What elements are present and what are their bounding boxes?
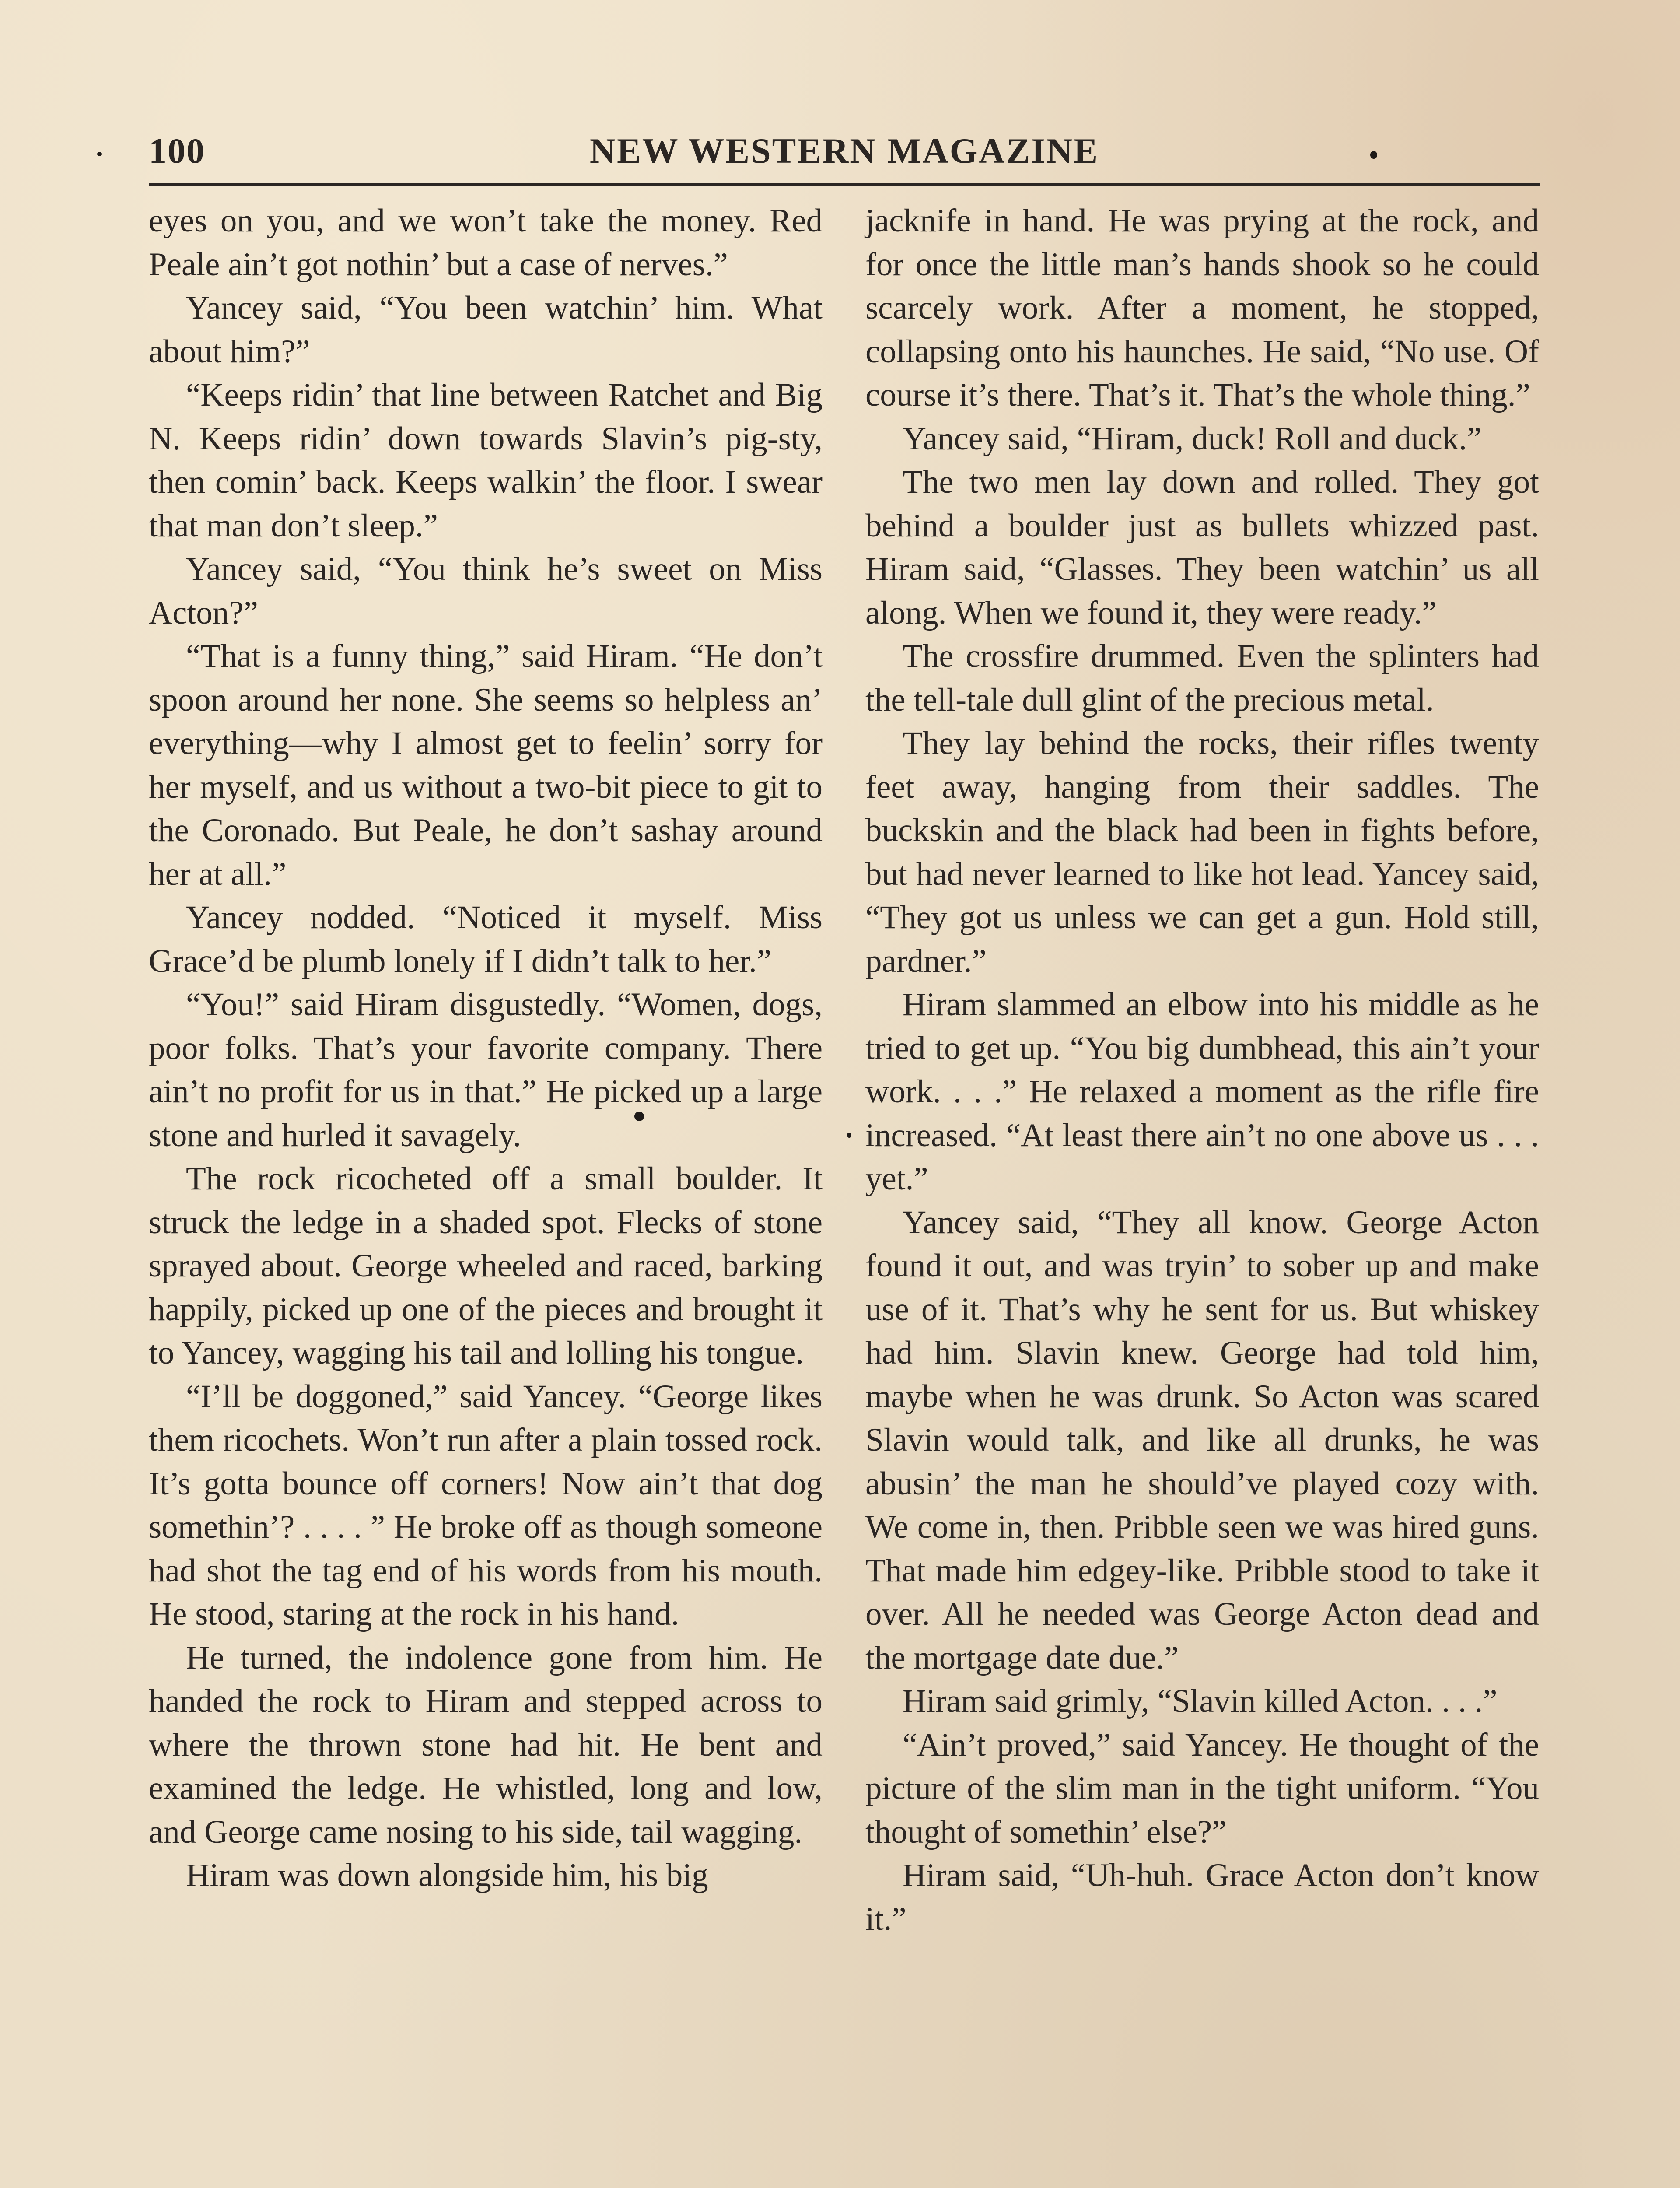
paragraph: “That is a funny thing,” said Hiram. “He don’t spoon around her none. She seems so helpless an’ everything—why I almost get to feelin’ sorry for her myself, and us without a two-bit piece to git to the Coronado. But Peale, he don’t sashay around her at all.” [149, 638, 822, 892]
ink-speck [847, 1133, 851, 1138]
paragraph: He turned, the indolence gone from him. He handed the rock to Hiram and stepped across to where the thrown stone had hit. He bent and examined the ledge. He whistled, long and low, and George came nosing to his side, tail wagging. [149, 1639, 822, 1850]
paragraph: The rock ricocheted off a small boulder. It struck the ledge in a shaded spot. Flecks of stone sprayed about. George wheeled and raced, barking happily, picked up one of the pieces and brought it to Yancey, wagging his tail and lolling his tongue. [149, 1161, 822, 1371]
paragraph: Yancey nodded. “Noticed it myself. Miss Grace’d be plumb lonely if I didn’t talk to her.” [149, 899, 822, 979]
paragraph: “Keeps ridin’ that line between Ratchet and Big N. Keeps ridin’ down towards Slavin’s pig-sty, then comin’ back. Keeps walkin’ the floor. I swear that man don’t sleep.” [149, 377, 822, 544]
paragraph: “Ain’t proved,” said Yancey. He thought of the picture of the slim man in the tight uniform. “You thought of somethin’ else?” [865, 1726, 1539, 1850]
paragraph: They lay behind the rocks, their rifles twenty feet away, hanging from their saddles. The buckskin and the black had been in fights before, but had never learned to like hot lead. Yancey said, “They got us unless we can get a gun. Hold still, pardner.” [865, 725, 1539, 979]
paragraph: Yancey said, “They all know. George Acton found it out, and was tryin’ to sober up and make use of it. That’s why he sent for us. But whiskey had him. Slavin knew. George had told him, maybe when he was drunk. So Acton was scared Slavin would talk, and like all drunks, he was abusin’ the man he should’ve played cozy with. We come in, then. Pribble seen we was hired guns. That made him edgey-like. Pribble stood to take it over. All he needed was George Acton dead and the mortgage date due.” [865, 1204, 1539, 1676]
left-column [149, 199, 822, 1897]
paragraph: Yancey said, “You been watchin’ him. What about him?” [149, 290, 822, 370]
paragraph: Yancey said, “Hiram, duck! Roll and duck.” [903, 420, 1482, 457]
paragraph: The two men lay down and rolled. They got behind a boulder just as bullets whizzed past. Hiram said, “Glasses. They been watchin’ us all along. When we found it, they were ready.” [865, 464, 1539, 631]
ink-speck [634, 1112, 644, 1121]
ink-speck [97, 152, 102, 156]
paragraph: Hiram was down alongside him, his big [186, 1857, 708, 1893]
page-number: 100 [149, 131, 205, 171]
paragraph: Yancey said, “You think he’s sweet on Miss Acton?” [149, 551, 822, 631]
running-title: NEW WESTERN MAGAZINE [589, 131, 1099, 171]
paragraph: Hiram said grimly, “Slavin killed Acton. . . .” [903, 1683, 1498, 1719]
page-header [149, 126, 1540, 179]
paragraph: “You!” said Hiram disgustedly. “Women, dogs, poor folks. That’s your favorite company. There ain’t no profit for us in that.” He picked up a large stone and hurled it savagely. [149, 986, 822, 1154]
header-rule [149, 183, 1540, 186]
paragraph: “I’ll be doggoned,” said Yancey. “George likes them ricochets. Won’t run after a plain tossed rock. It’s gotta bounce off corners! Now ain’t that dog somethin’? . . . . ” He broke off as though someone had shot the tag end of his words from his mouth. He stood, staring at the rock in his hand. [149, 1378, 822, 1632]
paragraph: jacknife in hand. He was prying at the rock, and for once the little man’s hands shook so he could scarcely work. After a moment, he stopped, collapsing onto his haunches. He said, “No use. Of course it’s there. That’s it. That’s the whole thing.” [865, 203, 1539, 413]
paragraph: The crossfire drummed. Even the splinters had the tell-tale dull glint of the precious metal. [865, 638, 1539, 718]
paragraph: eyes on you, and we won’t take the money. Red Peale ain’t got nothin’ but a case of nerves.” [149, 203, 822, 283]
ink-speck [1370, 151, 1377, 159]
paragraph: Hiram slammed an elbow into his middle as he tried to get up. “You big dumbhead, this ain’t your work. . . .” He relaxed a moment as the rifle fire increased. “At least there ain’t no one above us . . . yet.” [865, 986, 1539, 1197]
paragraph: Hiram said, “Uh-huh. Grace Acton don’t know it.” [865, 1857, 1539, 1937]
right-column [865, 199, 1539, 1941]
